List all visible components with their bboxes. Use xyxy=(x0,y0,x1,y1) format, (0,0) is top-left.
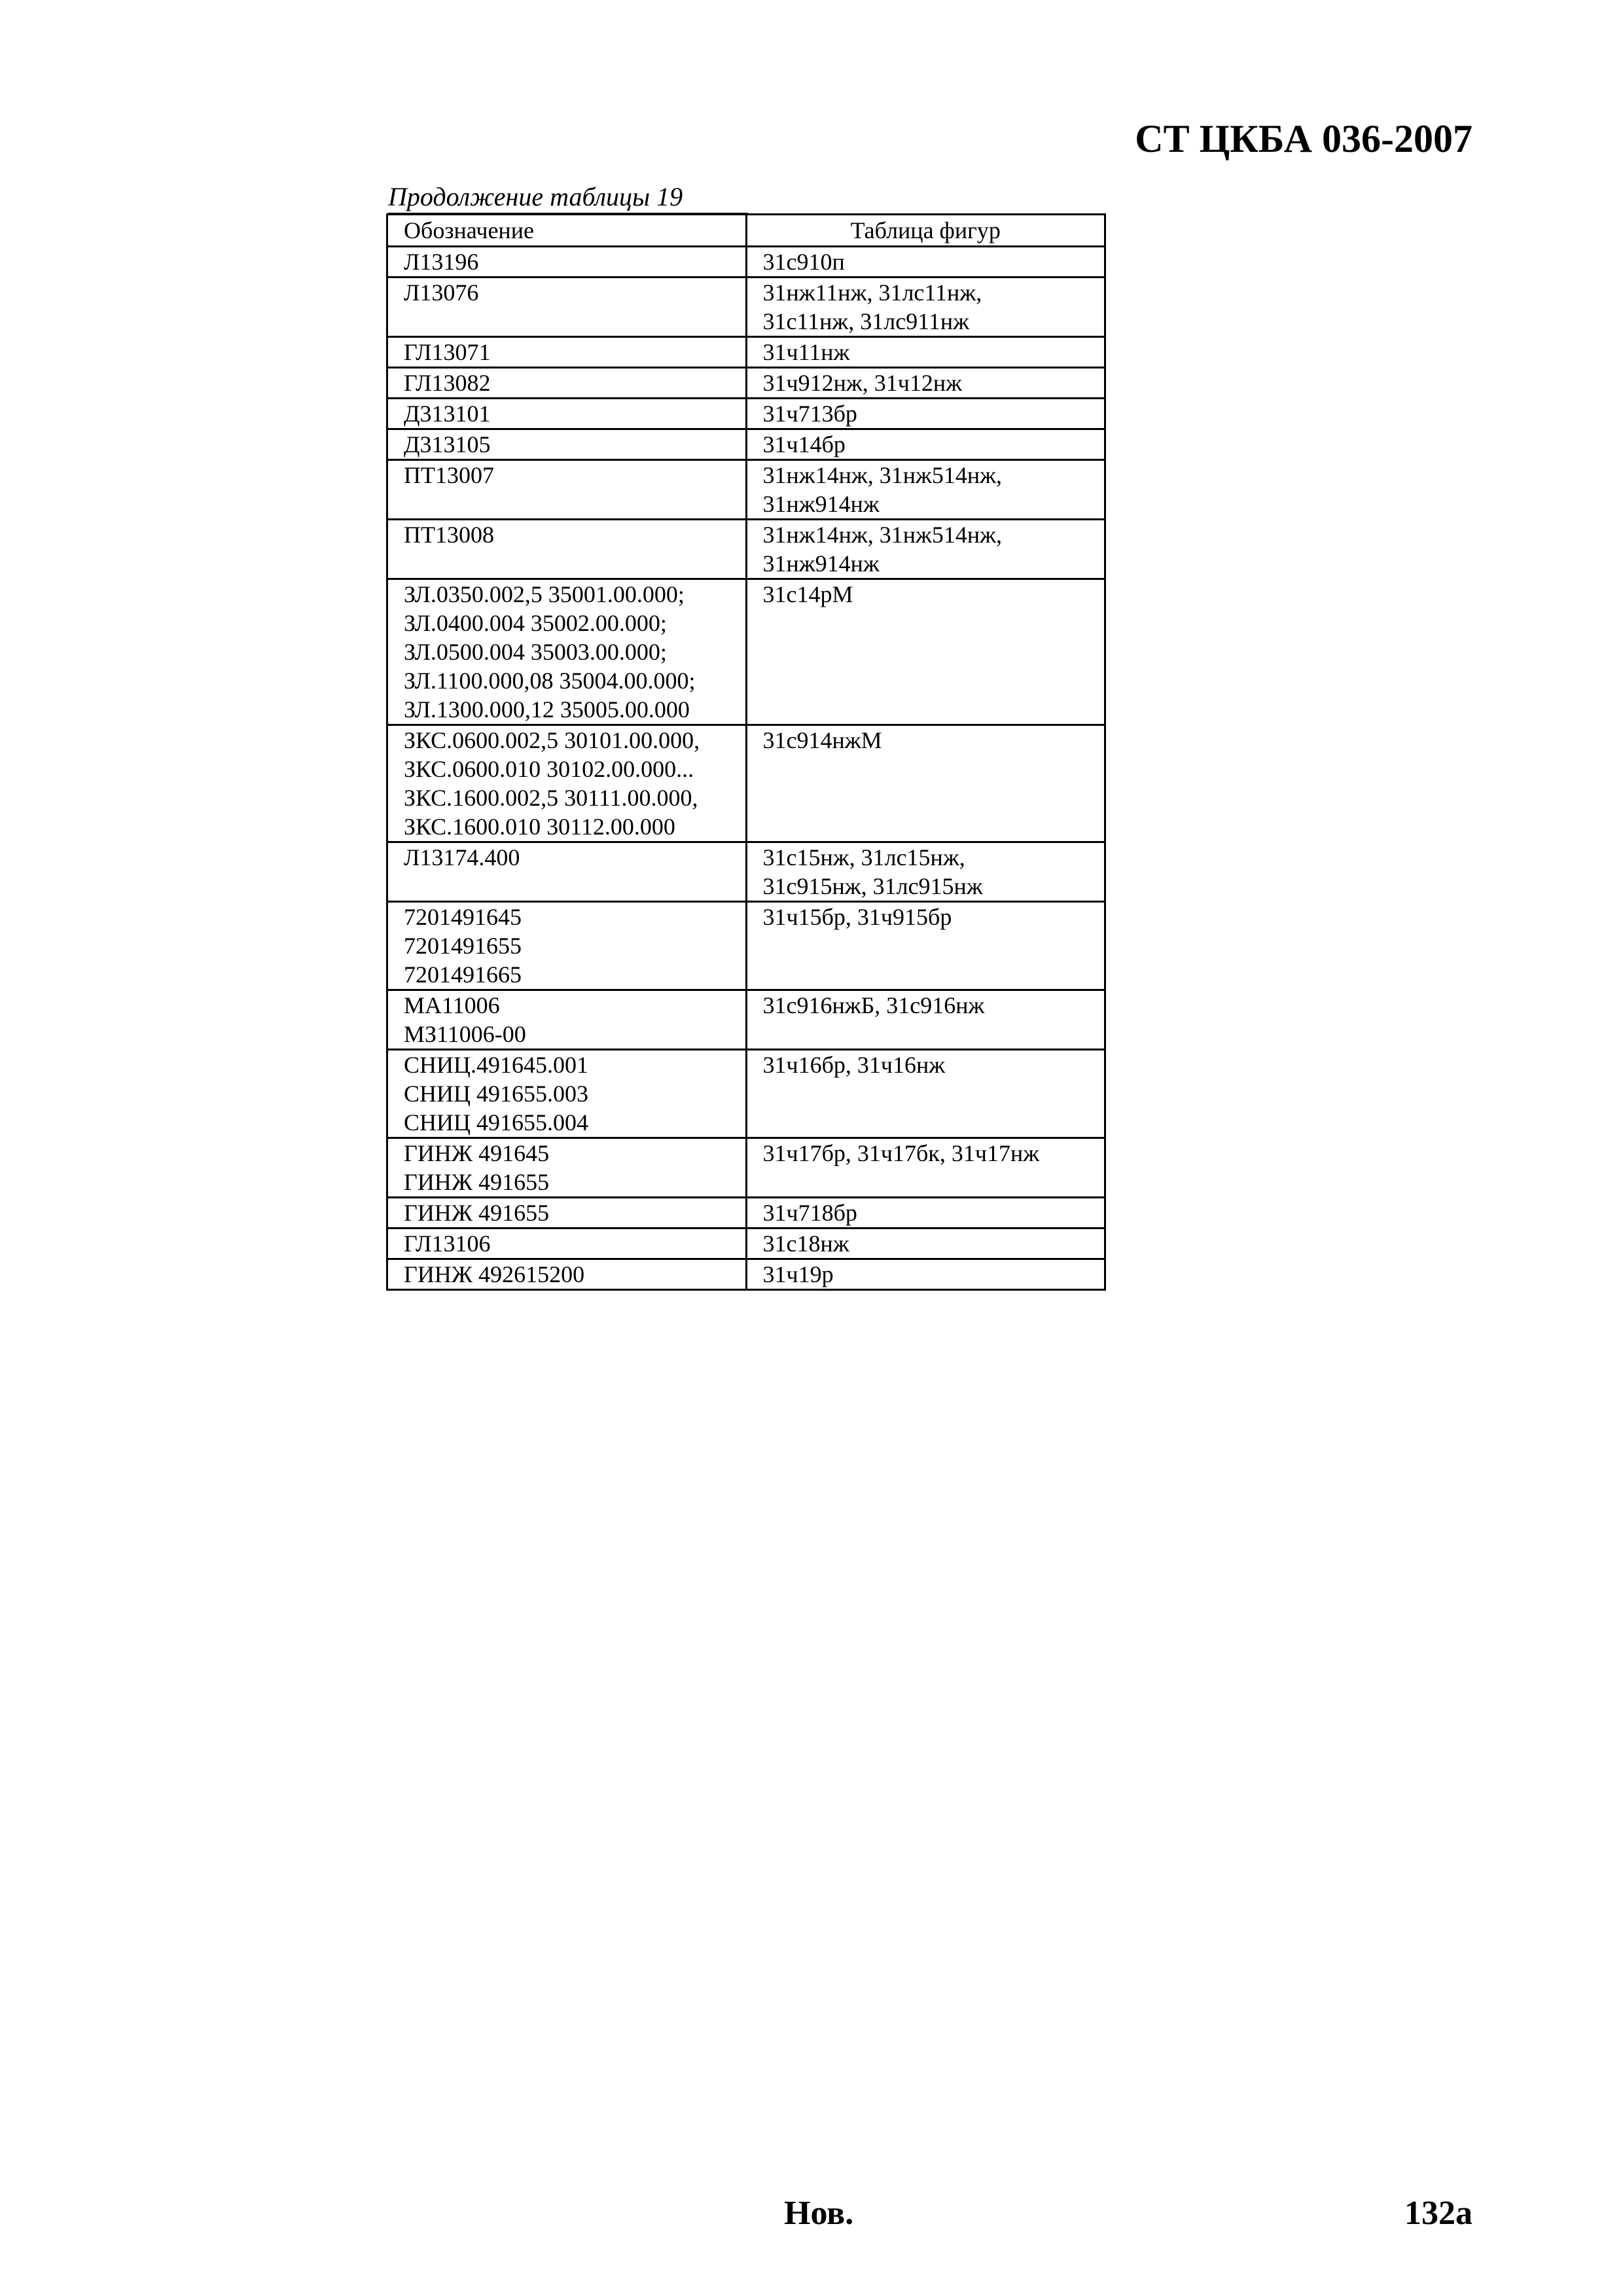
designation-line: ЗКС.1600.002,5 30111.00.000, xyxy=(404,785,698,811)
designation-line: ГЛ13106 xyxy=(404,1230,491,1257)
table-row xyxy=(387,902,1105,990)
designation-line: ГЛ13071 xyxy=(404,339,491,365)
table-body xyxy=(387,247,1105,1290)
designation-line: ЗЛ.0350.002,5 35001.00.000; xyxy=(404,581,685,607)
figures-line: 31ч17бр, 31ч17бк, 31ч17нж xyxy=(762,1140,1040,1166)
figures-cell xyxy=(746,247,1105,278)
designation-line: ГИНЖ 491645 xyxy=(404,1140,550,1166)
figures-line: 31с910п xyxy=(762,249,845,275)
table-row xyxy=(387,337,1105,368)
figures-cell xyxy=(746,520,1105,579)
figures-line: 31ч19р xyxy=(762,1261,834,1287)
table-row xyxy=(387,520,1105,579)
figures-line: 31с915нж, 31лс915нж xyxy=(762,873,983,899)
designation-line: Л13196 xyxy=(404,249,479,275)
designation-line: ЗЛ.0500.004 35003.00.000; xyxy=(404,639,667,665)
table-row xyxy=(387,460,1105,520)
designation-line: ЗЛ.1300.000,12 35005.00.000 xyxy=(404,696,690,723)
figures-line: 31с14рМ xyxy=(762,581,853,607)
designation-cell xyxy=(387,579,747,725)
figures-cell xyxy=(746,842,1105,902)
designation-line: Д313105 xyxy=(404,431,491,457)
figures-line: 31ч16бр, 31ч16нж xyxy=(762,1052,946,1078)
column-header-figures: Таблица фигур xyxy=(746,215,1105,247)
designation-line: ГИНЖ 491655 xyxy=(404,1200,550,1226)
designation-cell xyxy=(387,278,747,337)
table-row xyxy=(387,368,1105,399)
figures-line: 31нж14нж, 31нж514нж, xyxy=(762,462,1003,488)
designation-line: 7201491645 xyxy=(404,904,522,930)
figures-line: 31нж14нж, 31нж514нж, xyxy=(762,522,1003,548)
figures-cell xyxy=(746,1198,1105,1229)
table-row xyxy=(387,399,1105,429)
designation-cell xyxy=(387,368,747,399)
designation-line: ГИНЖ 491655 xyxy=(404,1169,550,1195)
table-row xyxy=(387,1138,1105,1198)
table-row xyxy=(387,1259,1105,1290)
designation-line: ГИНЖ 492615200 xyxy=(404,1261,585,1287)
figures-line: 31нж11нж, 31лс11нж, xyxy=(762,279,982,306)
designation-line: ЗКС.1600.010 30112.00.000 xyxy=(404,814,675,840)
table-row xyxy=(387,579,1105,725)
figures-line: 31ч912нж, 31ч12нж xyxy=(762,370,962,396)
figures-cell xyxy=(746,460,1105,520)
figures-cell xyxy=(746,1138,1105,1198)
designation-line: СНИЦ.491645.001 xyxy=(404,1052,589,1078)
figures-line: 31нж914нж xyxy=(762,491,880,517)
designation-cell xyxy=(387,1229,747,1259)
table-row xyxy=(387,1229,1105,1259)
designation-line: Л13076 xyxy=(404,279,479,306)
table-row xyxy=(387,247,1105,278)
designation-cell xyxy=(387,990,747,1050)
figures-cell xyxy=(746,278,1105,337)
designation-line: СНИЦ 491655.003 xyxy=(404,1081,589,1107)
designation-line: МЗ11006-00 xyxy=(404,1021,526,1047)
table-header-row xyxy=(387,215,1105,247)
designation-line: Д313101 xyxy=(404,401,491,427)
change-status: Нов. xyxy=(784,2195,854,2232)
designation-cell xyxy=(387,399,747,429)
table-row xyxy=(387,725,1105,842)
figures-cell xyxy=(746,725,1105,842)
figures-line: 31с916нжБ, 31с916нж xyxy=(762,992,985,1018)
table-row xyxy=(387,990,1105,1050)
figures-cell xyxy=(746,337,1105,368)
figures-table xyxy=(386,213,1106,1291)
table-caption: Продолжение таблицы 19 xyxy=(388,181,748,214)
figures-line: 31с914нжМ xyxy=(762,727,882,753)
designation-line: СНИЦ 491655.004 xyxy=(404,1109,589,1136)
designation-cell xyxy=(387,460,747,520)
designation-cell xyxy=(387,725,747,842)
figures-cell xyxy=(746,579,1105,725)
designation-cell xyxy=(387,247,747,278)
figures-line: 31с11нж, 31лс911нж xyxy=(762,308,970,334)
designation-line: 7201491665 xyxy=(404,961,522,988)
designation-cell xyxy=(387,842,747,902)
figures-cell xyxy=(746,902,1105,990)
designation-cell xyxy=(387,1259,747,1290)
figures-cell xyxy=(746,1050,1105,1138)
designation-line: ПТ13007 xyxy=(404,462,494,488)
designation-line: Л13174.400 xyxy=(404,844,520,870)
figures-line: 31с18нж xyxy=(762,1230,849,1257)
figures-cell xyxy=(746,990,1105,1050)
designation-cell xyxy=(387,902,747,990)
table-row xyxy=(387,1198,1105,1229)
figures-cell xyxy=(746,1259,1105,1290)
table-row xyxy=(387,278,1105,337)
figures-cell xyxy=(746,368,1105,399)
table-row xyxy=(387,429,1105,460)
designation-line: ЗКС.0600.002,5 30101.00.000, xyxy=(404,727,700,753)
designation-line: ПТ13008 xyxy=(404,522,494,548)
figures-cell xyxy=(746,399,1105,429)
designation-line: МА11006 xyxy=(404,992,500,1018)
figures-cell xyxy=(746,429,1105,460)
designation-line: ЗЛ.1100.000,08 35004.00.000; xyxy=(404,668,696,694)
designation-cell xyxy=(387,1050,747,1138)
designation-line: ЗЛ.0400.004 35002.00.000; xyxy=(404,610,667,636)
document-code: СТ ЦКБА 036-2007 xyxy=(1135,117,1472,160)
designation-cell xyxy=(387,337,747,368)
designation-cell xyxy=(387,520,747,579)
table-row xyxy=(387,1050,1105,1138)
designation-line: 7201491655 xyxy=(404,933,522,959)
figures-line: 31ч14бр xyxy=(762,431,846,457)
designation-line: ГЛ13082 xyxy=(404,370,491,396)
figures-cell xyxy=(746,1229,1105,1259)
figures-line: 31ч11нж xyxy=(762,339,850,365)
designation-cell xyxy=(387,1138,747,1198)
figures-line: 31с15нж, 31лс15нж, xyxy=(762,844,965,870)
page-number: 132а xyxy=(1404,2195,1472,2232)
designation-cell xyxy=(387,1198,747,1229)
figures-line: 31ч15бр, 31ч915бр xyxy=(762,904,952,930)
figures-line: 31ч718бр xyxy=(762,1200,857,1226)
figures-line: 31нж914нж xyxy=(762,550,880,577)
designation-line: ЗКС.0600.010 30102.00.000... xyxy=(404,756,694,782)
designation-cell xyxy=(387,429,747,460)
figures-line: 31ч713бр xyxy=(762,401,857,427)
table-row xyxy=(387,842,1105,902)
column-header-designation: Обозначение xyxy=(387,215,747,247)
